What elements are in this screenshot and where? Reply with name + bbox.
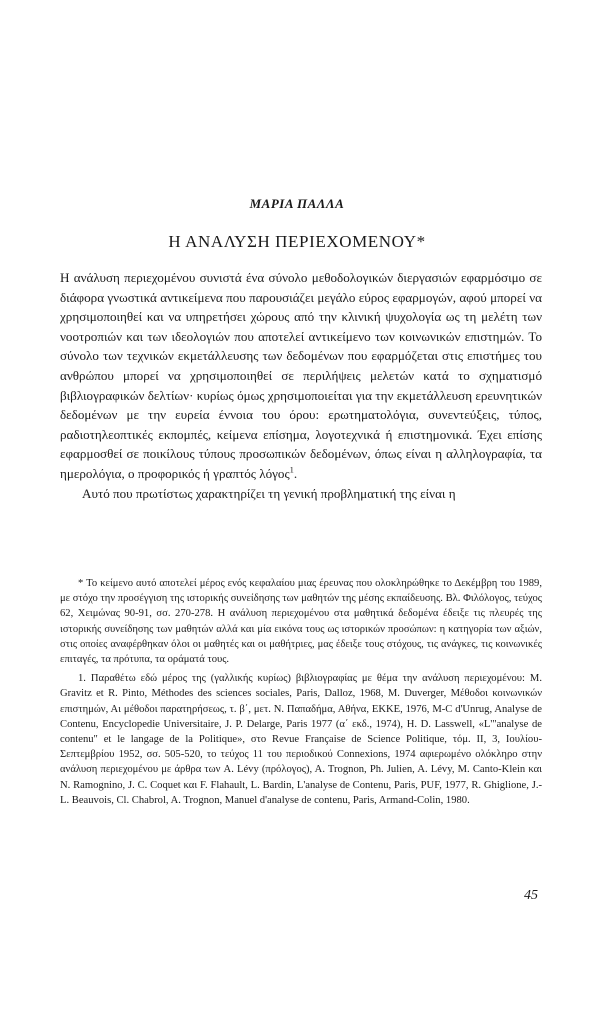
page-number: 45 [524,888,538,903]
main-text [60,268,542,503]
footnote-star: * Το κείμενο αυτό αποτελεί μέρος ενός κεφαλαίου μιας έρευνας που ολοκληρώθηκε το Δεκέμβρη του 1989, με στόχο την προσέγγιση της ιστορικής συνείδησης των μαθητών της μέσης εκπαίδευσης. Βλ. Φιλόλογος, τεύχος 62, Χειμώνας 90-91, σσ. 270-278. Η ανάλυση περιεχομένου στα μαθητικά δεδομένα έδειξε τις πλευρές της ιστορικής συνείδησης των μαθητών αλλά και μία εικόνα τους ως ιστορικών προσώπων: η κατηγορία των αξιών, στις οποίες αναφέρθηκαν όλοι οι μαθητές και οι μαθήτριες, μας έδειξε τους στόχους, τις ανάγκες, τις κοινωνικές επιταγές, τα πρότυπα, τα οράματά τους. [60,578,542,666]
footnote-ref: 1 [289,464,294,475]
body-paragraph: Αυτό που πρωτίστως χαρακτηρίζει τη γενική προβληματική της είναι η [82,485,456,501]
paragraph-text: Η ανάλυση περιεχομένου συνιστά ένα σύνολο μεθοδολογικών διεργασιών εφαρμόσιμο σε διάφορα γνωστικά αντικείμενα που παρουσιάζει μεγάλο εύρος εφαρμογών, αφού μπορεί να χρησιμοποιηθεί και να υπηρετήσει χώρους από την κλινική ψυχολογία ως τη μελέτη των νοοτροπιών και των ιδεολογιών που αποτελεί αντικείμενο των κοινωνικών επιστημών. Το σύνολο των τεχνικών εκμετάλλευσης των δεδομένων που εφαρμόζεται στις επιστήμες του ανθρώπου μπορεί να χρησιμοποιηθεί σε περιλήψεις μελετών κατά το σχηματισμό βιβλιογραφικών δελτίων· κυρίως όμως χρησιμοποιείται για την εκμετάλλευση ερευνητικών δεδομένων με την ευρεία έννοια του όρου: ερωτηματολόγια, συνεντεύξεις, τύπος, ραδιοτηλεοπτικές εκπομπές, κείμενα επίσημα, λογοτεχνικά ή επιστημονικά. Έχει επίσης εφαρμοσθεί σε ποικίλους τύπους προσωπικών δεδομένων, όπως είναι η αλληλογραφία, τα ημερολόγια, ο προφορικός ή γραπτός λόγος [60,270,542,481]
body-paragraph [60,268,542,484]
footnotes [60,576,542,812]
author-name: ΜΑΡΙΑ ΠΑΛΛΑ [249,196,345,211]
footnote-1: 1. Παραθέτω εδώ μέρος της (γαλλικής κυρίως) βιβλιογραφίας με θέμα την ανάλυση περιεχομένου: M. Gravitz et R. Pinto, Méthodes des sciences sociales, Paris, Dalloz, 1968, M. Duverger, Μέθοδοι κοινωνικών επιστημών, Αι μέθοδοι παρατηρήσεως, τ. β΄, μετ. Ν. Παπαδήμα, Αθήνα, ΕΚΚΕ, 1976, M-C d'Unrug, Analyse de Contenu, Encyclopedie Universitaire, J. P. Delarge, Paris 1977 (α΄ εκδ., 1974), H. D. Lasswell, «L'"analyse de contenu" et le langage de la Politique», στο Revue Française de Science Politique, τόμ. II, 3, Ιουλίου-Σεπτεμβρίου 1952, σσ. 505-520, το τεύχος 11 του περιοδικού Connexions, 1974 αφιερωμένο ολόκληρο στην ανάλυση περιεχομένου με άρθρα των A. Lévy (πρόλογος), A. Trognon, Ph. Julien, A. Lévy, M. Canto-Klein και N. Ramognino, J. C. Coquet και F. Flahault, L. Bardin, L'analyse de Contenu, Paris, PUF, 1977, R. Ghiglione, J.-L. Beauvois, Cl. Chabrol, A. Trognon, Manuel d'analyse de contenu, Paris, Armand-Colin, 1980. [60,673,542,806]
article-title: Η ΑΝΑΛΥΣΗ ΠΕΡΙΕΧΟΜΕΝΟΥ* [168,232,426,251]
paragraph-end: . [293,465,298,481]
